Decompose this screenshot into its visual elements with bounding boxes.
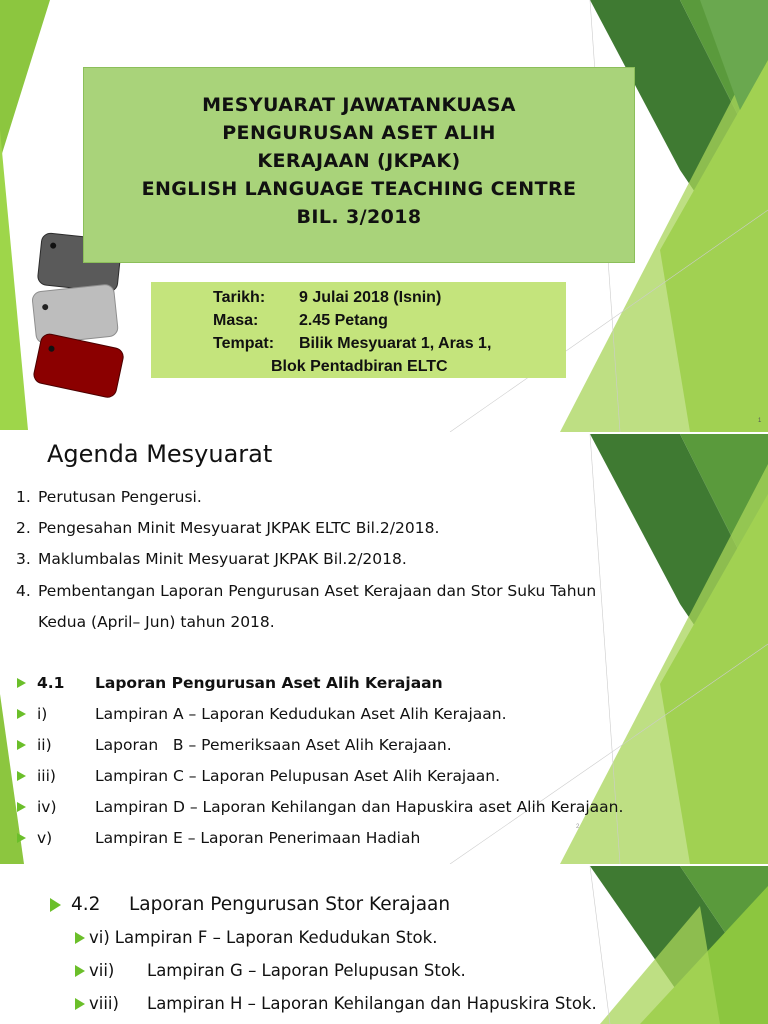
sub-item-code: iv) [37,798,57,816]
sub-item-text: Lampiran A – Laporan Kedudukan Aset Alih Kerajaan. [95,705,507,723]
agenda-item-continuation: Kedua (April– Jun) tahun 2018. [38,613,275,631]
info-value: Bilik Mesyuarat 1, Aras 1, [299,335,492,352]
title-line-4: ENGLISH LANGUAGE TEACHING CENTRE [141,178,577,200]
info-row-time [213,309,566,332]
page-number: 2 [576,824,580,830]
triangle-bullet-icon [17,771,26,781]
agenda-item [16,519,439,537]
sub-item-code: 4.1 [37,674,65,692]
section-heading [50,894,450,915]
stock-item-text: Lampiran F – Laporan Kedudukan Stok. [114,928,438,947]
info-label: Tarikh: [213,289,266,306]
sub-item-text: Laporan Pengurusan Aset Alih Kerajaan [95,674,443,692]
meeting-info-box [151,282,566,378]
slide-3 [0,866,768,1024]
stock-item-code: vi) [89,928,110,947]
triangle-bullet-icon [75,998,85,1010]
triangle-bullet-icon [17,709,26,719]
sub-item [17,767,500,785]
slide-1 [0,0,768,432]
title-line-5: BIL. 3/2018 [296,206,422,228]
info-value: 2.45 Petang [299,312,388,329]
sub-item-text: Laporan B – Pemeriksaan Aset Alih Kerajaan. [95,736,452,754]
page-number: 1 [758,418,762,424]
triangle-bullet-icon [17,833,26,843]
sub-item-code: i) [37,705,48,723]
agenda-item-text: Pengesahan Minit Mesyuarat JKPAK ELTC Bil.2/2018. [38,519,440,537]
info-row-date [213,286,566,309]
title-line-3: KERAJAAN (JKPAK) [257,150,461,172]
stock-item [75,961,466,980]
info-row-place-continuation: Blok Pentadbiran ELTC [271,358,448,375]
info-value: 9 Julai 2018 (Isnin) [299,289,442,306]
agenda-item-number: 4. [16,582,31,600]
triangle-bullet-icon [17,740,26,750]
triangle-bullet-icon [75,965,85,977]
agenda-item-text: Maklumbalas Minit Mesyuarat JKPAK Bil.2/2018. [38,550,407,568]
sub-item-code: ii) [37,736,52,754]
sub-item [17,705,507,723]
triangle-bullet-icon [17,802,26,812]
agenda-item-text: Pembentangan Laporan Pengurusan Aset Kerajaan dan Stor Suku Tahun [38,582,597,600]
agenda-item-number: 2. [16,519,31,537]
meeting-title-box [83,67,635,263]
stock-item [75,994,597,1013]
stock-item-text: Lampiran G – Laporan Pelupusan Stok. [147,961,466,980]
stock-item-text: Lampiran H – Laporan Kehilangan dan Hapuskira Stok. [147,994,597,1013]
agenda-item [16,488,202,506]
sub-item-text: Lampiran C – Laporan Pelupusan Aset Alih Kerajaan. [95,767,500,785]
info-label: Tempat: [213,335,275,352]
agenda-title: Agenda Mesyuarat [47,440,273,468]
agenda-item [16,582,596,600]
sub-item-code: iii) [37,767,56,785]
agenda-item-number: 1. [16,488,31,506]
triangle-bullet-icon [75,932,85,944]
sub-item-text: Lampiran D – Laporan Kehilangan dan Hapuskira aset Alih Kerajaan. [95,798,624,816]
stock-item-code: vii) [89,961,115,980]
section-heading-text: Laporan Pengurusan Stor Kerajaan [129,894,451,915]
section-heading-code: 4.2 [71,894,101,915]
triangle-bullet-icon [17,678,26,688]
triangle-bullet-icon [50,898,61,912]
sub-item [17,674,443,692]
sub-item-text: Lampiran E – Laporan Penerimaan Hadiah [95,829,421,847]
title-line-2: PENGURUSAN ASET ALIH [222,122,496,144]
slide-2 [0,434,768,864]
info-row-place [213,332,566,355]
sub-item-code: v) [37,829,53,847]
sub-item [17,829,420,847]
info-label: Masa: [213,312,259,329]
agenda-item [16,550,407,568]
sub-item [17,736,452,754]
agenda-item-number: 3. [16,550,31,568]
sub-item [17,798,623,816]
stock-item [75,928,437,947]
stock-item-code: viii) [89,994,119,1013]
title-line-1: MESYUARAT JAWATANKUASA [202,94,516,116]
agenda-item-text: Perutusan Pengerusi. [38,488,202,506]
